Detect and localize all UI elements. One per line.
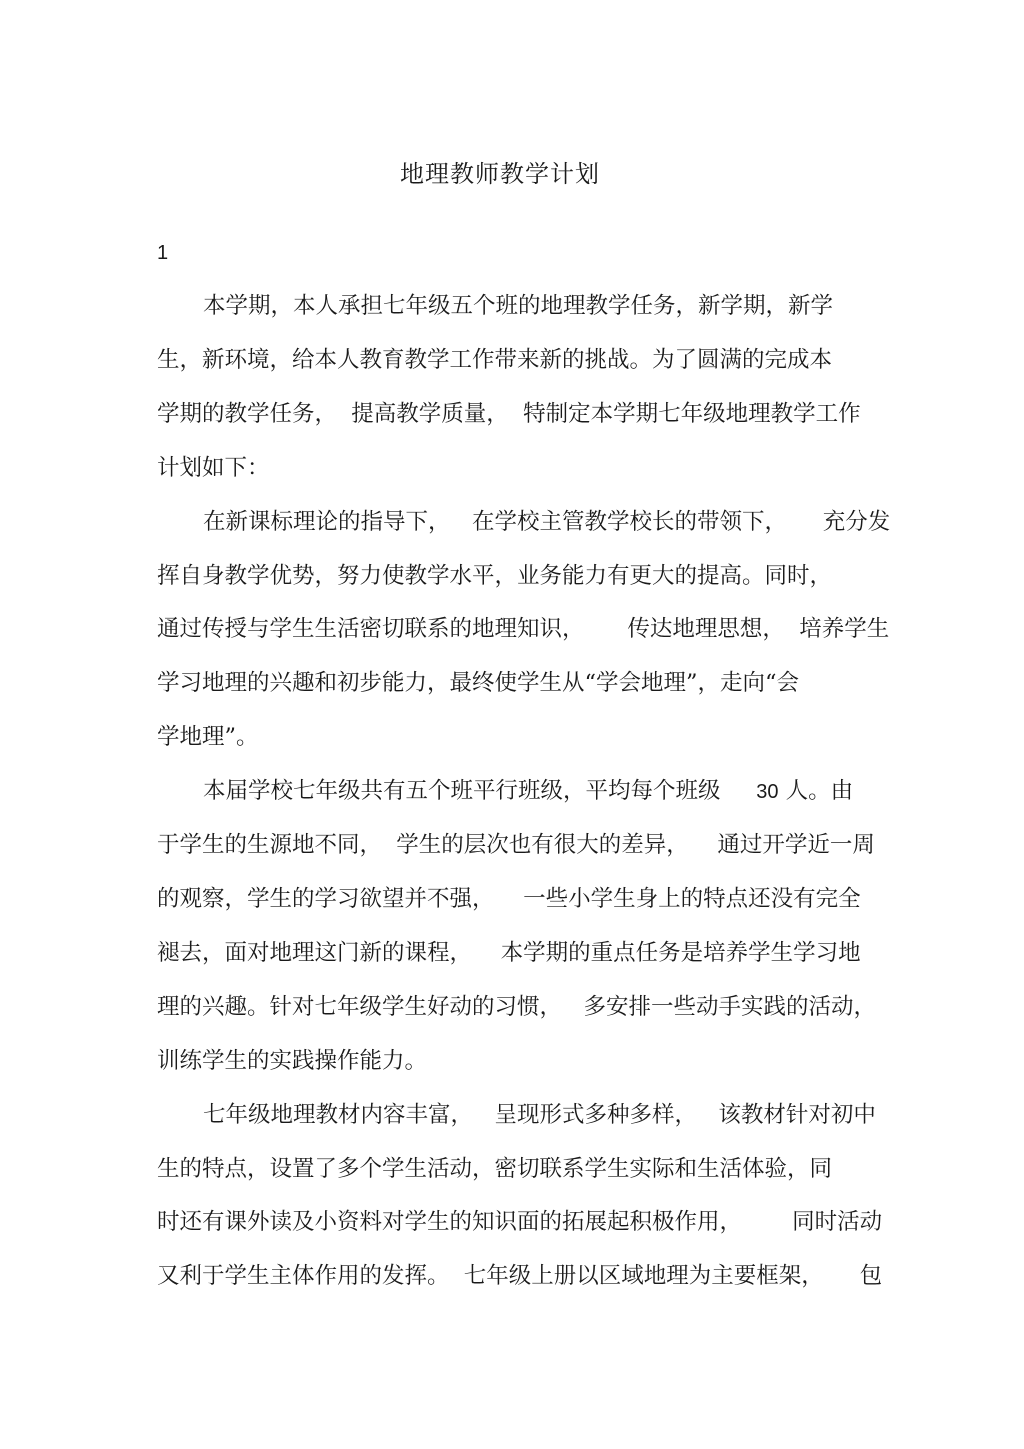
class-size-number: 30 — [756, 781, 779, 803]
paragraph-3-line-1-text-after: 人。由 — [778, 778, 854, 804]
paragraph-2-line-1: 在新课标理论的指导下， 在学校主管教学校长的带领下， 充分发 — [203, 509, 891, 535]
paragraph-4-line-4: 又利于学生主体作用的发挥。 七年级上册以区域地理为主要框架， 包 — [157, 1263, 883, 1289]
paragraph-3-line-4: 褪去，面对地理这门新的课程， 本学期的重点任务是培养学生学习地 — [157, 940, 861, 966]
paragraph-3-line-3: 的观察，学生的学习欲望并不强， 一些小学生身上的特点还没有完全 — [157, 886, 861, 912]
paragraph-1-line-3: 学期的教学任务， 提高教学质量， 特制定本学期七年级地理教学工作 — [157, 401, 861, 427]
paragraph-3-line-1-text-before: 本届学校七年级共有五个班平行班级，平均每个班级 — [203, 778, 757, 804]
document-title: 地理教师教学计划 — [400, 160, 600, 188]
paragraph-1-line-1: 本学期，本人承担七年级五个班的地理教学任务，新学期，新学 — [203, 293, 834, 319]
paragraph-2-line-5: 学地理”。 — [157, 724, 259, 750]
paragraph-2-line-3: 通过传授与学生生活密切联系的地理知识， 传达地理思想， 培养学生 — [157, 616, 890, 642]
paragraph-2-line-4: 学习地理的兴趣和初步能力，最终使学生从“学会地理”，走向“会 — [157, 670, 800, 696]
paragraph-3-line-1 — [203, 774, 853, 809]
paragraph-4-line-1: 七年级地理教材内容丰富， 呈现形式多种多样， 该教材针对初中 — [203, 1102, 876, 1128]
paragraph-3-line-5: 理的兴趣。针对七年级学生好动的习惯， 多安排一些动手实践的活动， — [157, 994, 876, 1020]
paragraph-1-line-2: 生，新环境，给本人教育教学工作带来新的挑战。为了圆满的完成本 — [157, 347, 833, 373]
paragraph-4-line-2: 生的特点，设置了多个学生活动，密切联系学生实际和生活体验，同 — [157, 1156, 833, 1182]
paragraph-3-line-2: 于学生的生源地不同， 学生的层次也有很大的差异， 通过开学近一周 — [157, 832, 875, 858]
paragraph-4-line-3: 时还有课外读及小资料对学生的知识面的拓展起积极作用， 同时活动 — [157, 1209, 883, 1235]
paragraph-3-line-6: 训练学生的实践操作能力。 — [157, 1048, 428, 1074]
section-number: 1 — [157, 242, 169, 264]
paragraph-1-line-4: 计划如下： — [157, 455, 270, 481]
paragraph-2-line-2: 挥自身教学优势，努力使教学水平，业务能力有更大的提高。同时， — [157, 563, 833, 589]
